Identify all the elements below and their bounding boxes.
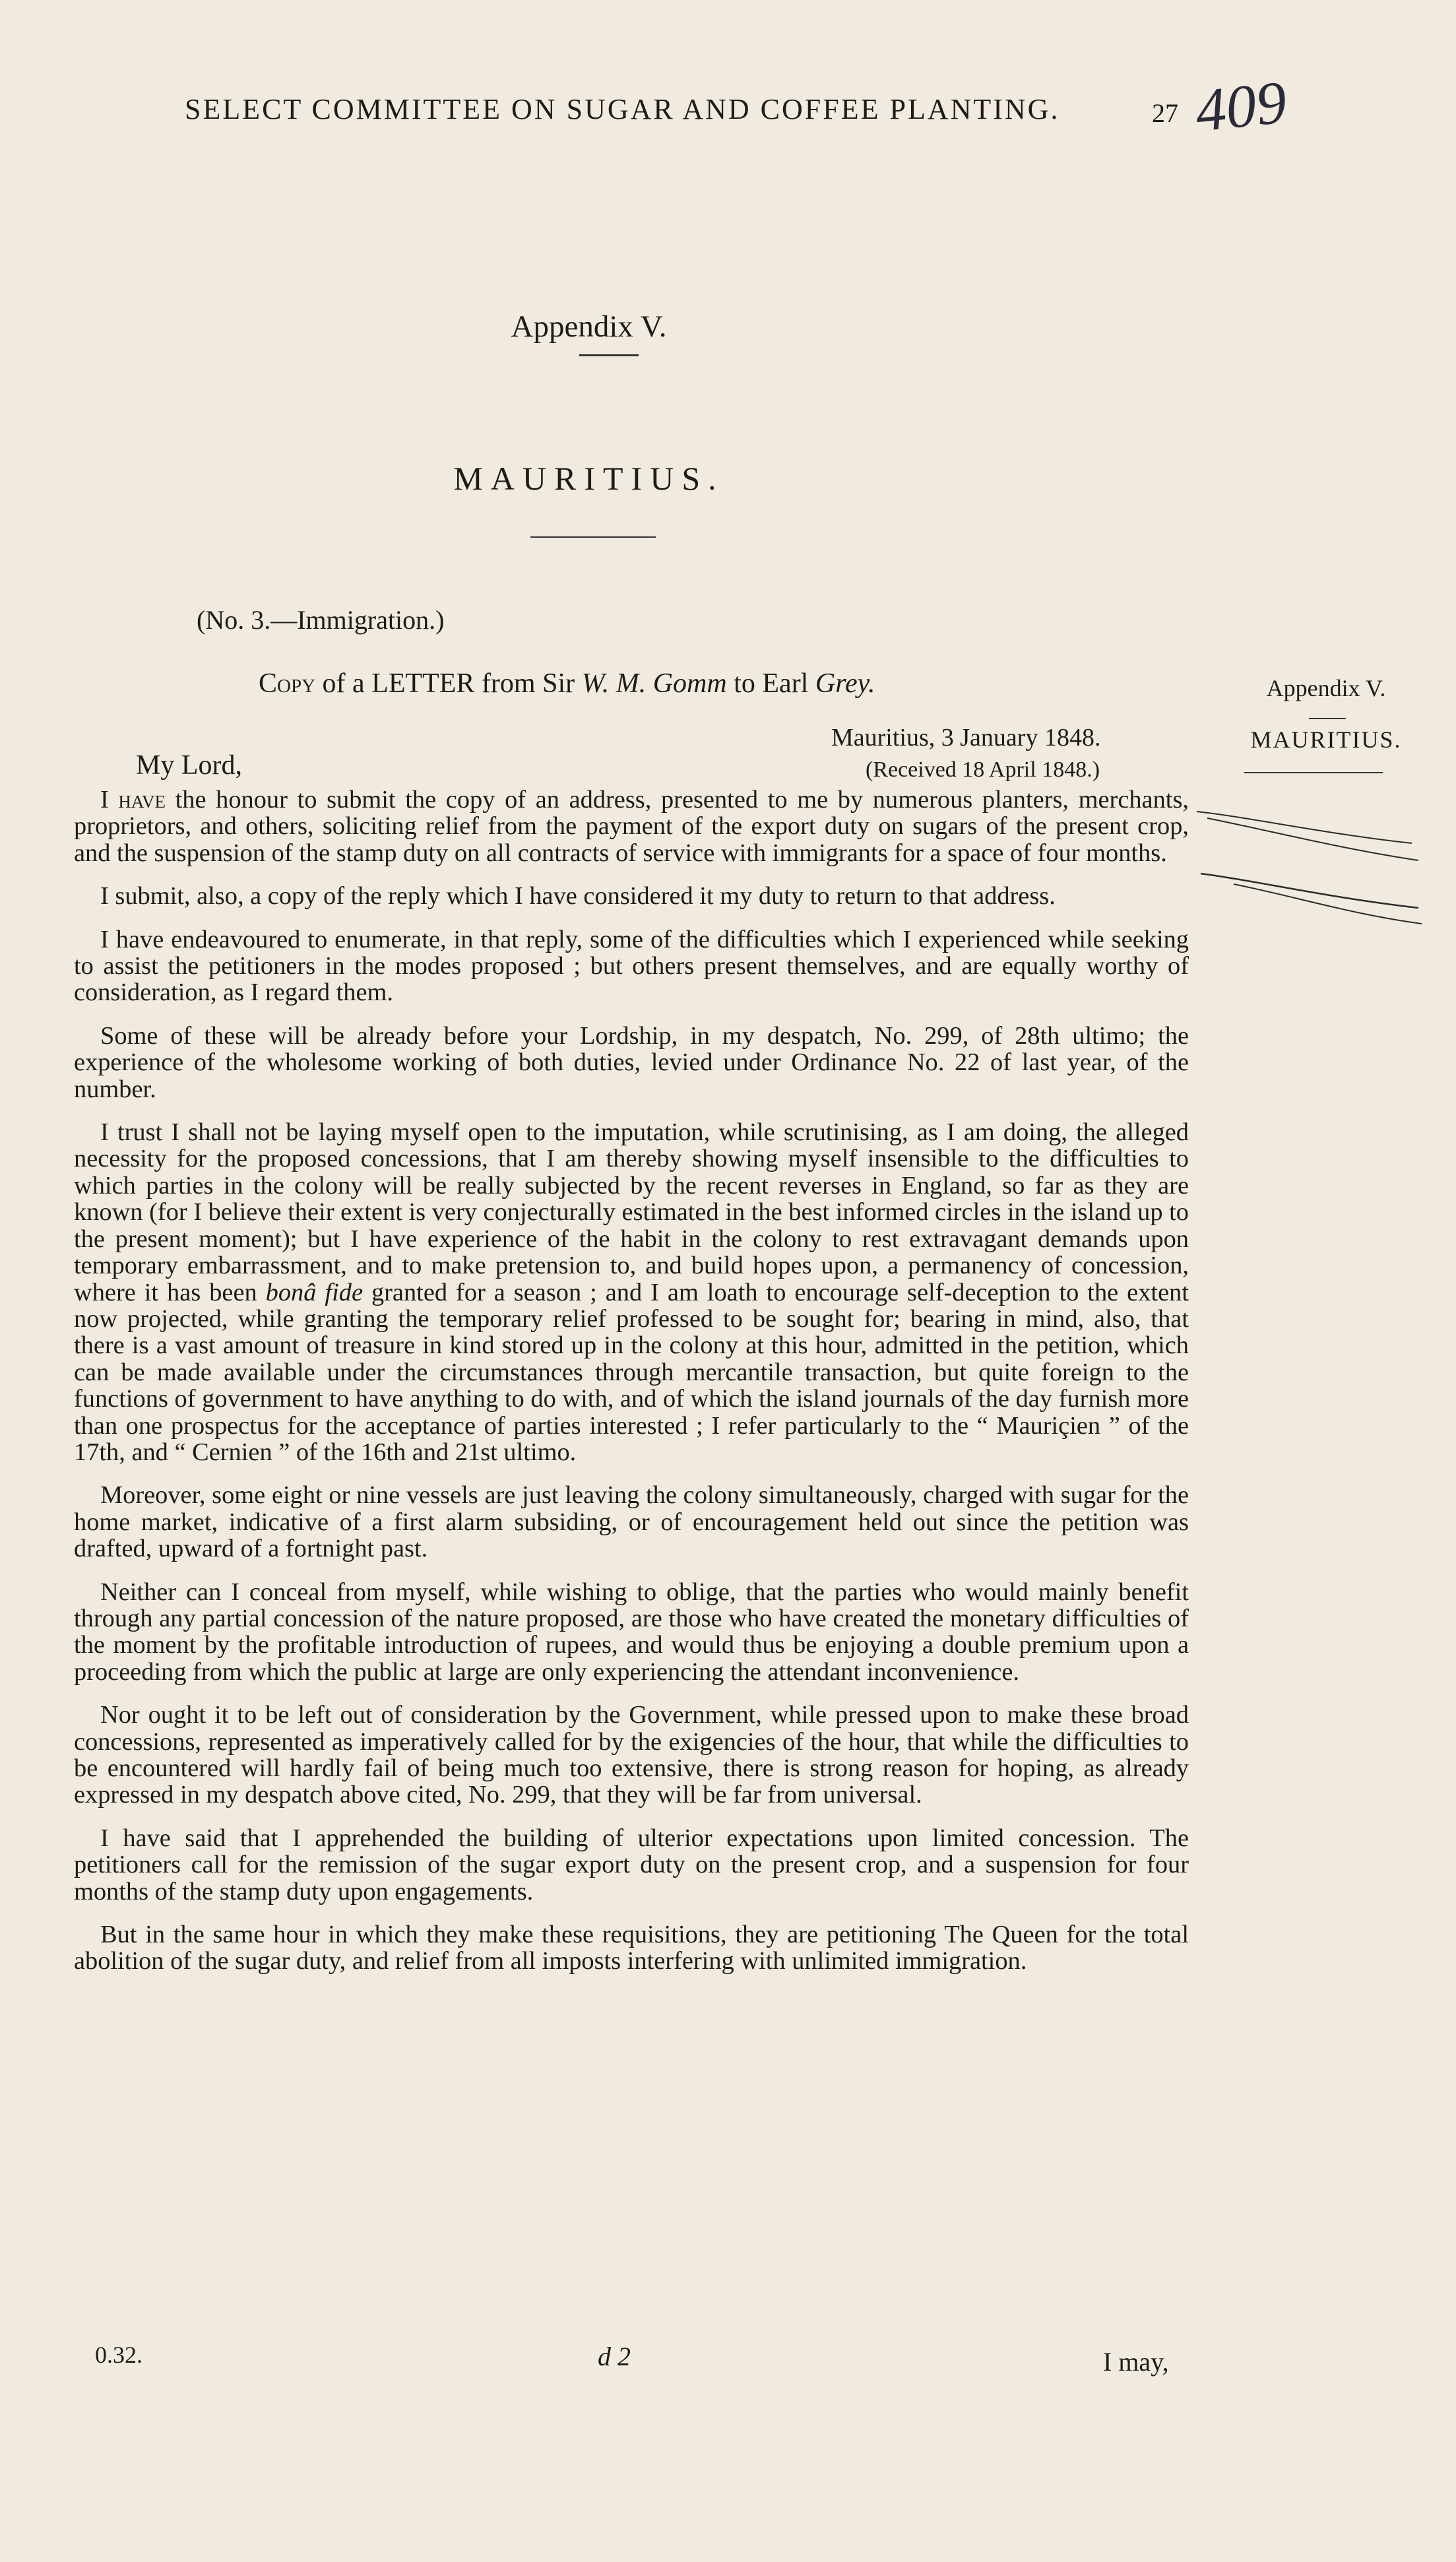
letter-heading [259,668,875,699]
footer-signature-mark: d 2 [598,2342,631,2371]
paragraph [74,1119,1189,1465]
paragraph-text: the honour to submit the copy of an address, presented to me by numerous planters, merchants, proprietors, and others, soliciting relief from the payment of the export duty on sugars of the present crop, and the suspension of the stamp duty on all contracts of service with immigrants for a space of four months. [74,786,1189,867]
sidenote-appendix: Appendix V. [1266,675,1386,701]
letter-recipient: Grey. [815,668,875,699]
title-divider [530,536,656,538]
paragraph: Neither can I conceal from myself, while wishing to oblige, that the parties who would mainly benefit through any partial concession of the nature proposed, are those who have created the monetary difficulties of the moment by the profitable introduction of rupees, and would thus be enjoying a double premium upon a proceeding from which the public at large are only experiencing the attendant inconvenience. [74,1578,1189,1686]
paragraph-italic-phrase: bonâ fide [265,1278,363,1306]
copy-word: Copy [259,668,316,699]
paragraph: I have said that I apprehended the building of ulterior expectations upon limited concession. The petitioners call for the remission of the sugar export duty on the present crop, and a suspension for four months of the stamp duty upon engagements. [74,1824,1189,1905]
paragraph: I submit, also, a copy of the reply which I have considered it my duty to return to that address. [100,882,1056,911]
sidenote-colony: MAURITIUS. [1250,726,1402,753]
letter-body [74,786,1189,1991]
subsection-heading: (No. 3.—Immigration.) [197,605,445,635]
paragraph: Some of these will be already before your Lordship, in my despatch, No. 299, of 28th ultimo; the experience of the wholesome working of both duties, levied under Ordinance No. 22 of last year, of the number. [74,1021,1189,1103]
letter-heading-to: to Earl [726,668,815,699]
paragraph: Nor ought it to be left out of consideration by the Government, while pressed upon to make these broad concessions, represented as imperatively called for by the exigencies of the hour, that while the difficulties to be encountered will hardly fail of being much too extensive, there is strong reason for hoping, as already expressed in my despatch above cited, No. 299, that they will be far from universal. [74,1701,1189,1809]
letter-date: Mauritius, 3 January 1848. [831,724,1101,752]
paragraph: Moreover, some eight or nine vessels are just leaving the colony simultaneously, charged with sugar for the home market, indicative of a first alarm subsiding, or of encouragement held out since the petition was drafted, upward of a fortnight past. [74,1481,1189,1563]
colony-title: MAURITIUS. [453,460,724,497]
running-header: SELECT COMMITTEE ON SUGAR AND COFFEE PLANTING. [185,93,1060,125]
paragraph-lead-word: I have [100,786,166,814]
page-number: 27 [1152,98,1178,128]
letter-heading-middle: of a LETTER from Sir [315,668,582,699]
letter-received-date: (Received 18 April 1848.) [866,757,1100,782]
salutation: My Lord, [136,750,242,781]
footer-catchword: I may, [1103,2347,1169,2377]
margin-pen-strokes [1194,792,1432,937]
paragraph-text: I trust I shall not be laying myself open to the imputation, while scrutinising, as I am doing, the alleged necessity for the proposed concessions, that I am thereby showing myself insensible to the difficulties to which parties in the colony will be really subjected by the recent reverses in England, so far as they are known (for I believe their extent is very conjecturally estimated in the best informed circles in the island up to the present moment); but I have experience of the habit in the colony to rest extravagant demands upon temporary embarrassment, and to make pretension to, and build hopes upon, a permanency of concession, where it has been [74,1118,1189,1306]
title-divider-short [579,354,639,356]
paragraph [74,786,1189,866]
appendix-title: Appendix V. [511,309,667,344]
paragraph-text: granted for a season ; and I am loath to encourage self-deception to the extent now projected, while granting the temporary relief professed to be sought for; bearing in mind, also, that there is a vast amount of treasure in kind stored up in the colony at this hour, admitted in the petition, which can be made available under the circumstances through mercantile transaction, but quite foreign to the functions of government to have anything to do with, and of which the island journals of the day furnish more than one prospectus for the acceptance of parties interested ; I refer particularly to the “ Mauriçien ” of the 17th, and “ Cernien ” of the 16th and 21st ultimo. [74,1278,1189,1466]
paragraph: But in the same hour in which they make these requisitions, they are petitioning The Queen for the total abolition of the sugar duty, and relief from all imposts interfering with unlimited immigration. [74,1921,1189,1975]
letter-sender: W. M. Gomm [581,668,727,699]
paragraph: I have endeavoured to enumerate, in that reply, some of the difficulties which I experienced while seeking to assist the petitioners in the modes proposed ; but others present themselves, and are equally worthy of consideration, as I regard them. [74,925,1189,1007]
footer-reference: 0.32. [95,2342,142,2368]
sidenote-divider [1244,772,1383,773]
handwritten-folio-number: 409 [1192,68,1290,144]
sidenote-divider-short [1309,718,1346,719]
